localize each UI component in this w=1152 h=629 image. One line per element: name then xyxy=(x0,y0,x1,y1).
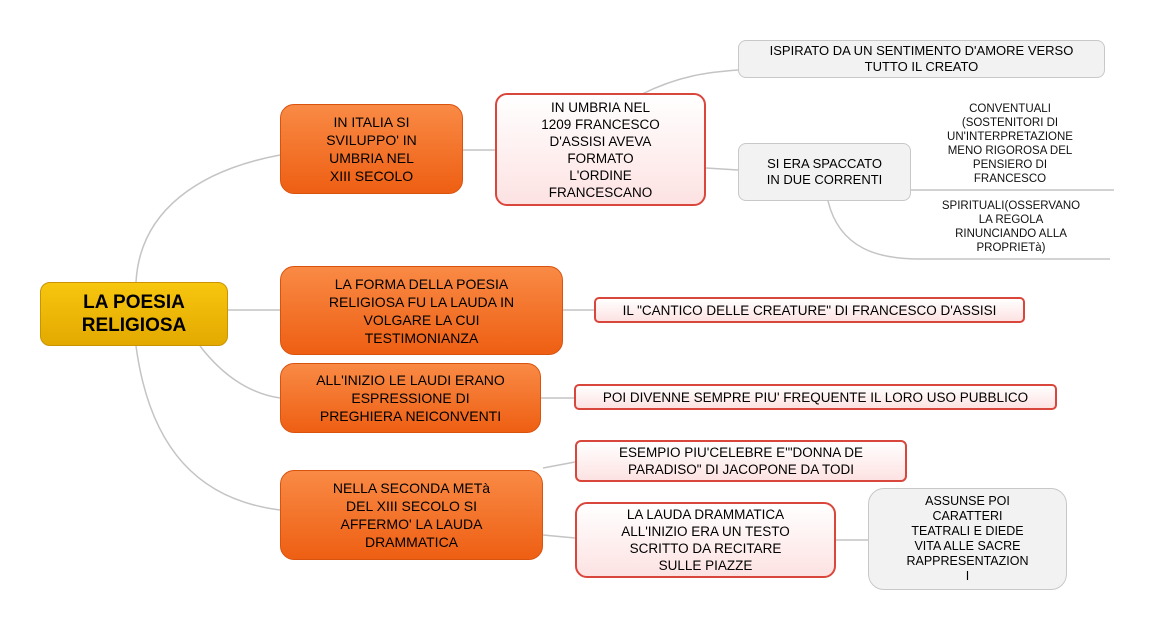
branch-3[interactable]: ALL'INIZIO LE LAUDI ERANO ESPRESSIONE DI PREGHIERA NEICONVENTI xyxy=(280,363,541,433)
link-root-branch-3 xyxy=(200,346,280,398)
link-root-branch-1 xyxy=(136,155,280,282)
branch-4-assunse[interactable]: ASSUNSE POI CARATTERI TEATRALI E DIEDE VITA ALLE SACRE RAPPRESENTAZION I xyxy=(868,488,1067,590)
branch-1-spirituali[interactable]: SPIRITUALI(OSSERVANO LA REGOLA RINUNCIANDO ALLA PROPRIETà) xyxy=(941,200,1081,254)
branch-3-uso-pubblico[interactable]: POI DIVENNE SEMPRE PIU' FREQUENTE IL LORO USO PUBBLICO xyxy=(574,384,1057,410)
link-umbria-spaccato xyxy=(706,168,738,170)
branch-2[interactable]: LA FORMA DELLA POESIA RELIGIOSA FU LA LAUDA IN VOLGARE LA CUI TESTIMONIANZA xyxy=(280,266,563,355)
branch-1-spaccato[interactable]: SI ERA SPACCATO IN DUE CORRENTI xyxy=(738,143,911,201)
branch-1[interactable]: IN ITALIA SI SVILUPPO' IN UMBRIA NEL XIII SECOLO xyxy=(280,104,463,194)
branch-2-cantico[interactable]: IL "CANTICO DELLE CREATURE" DI FRANCESCO D'ASSISI xyxy=(594,297,1025,323)
root-topic[interactable]: LA POESIA RELIGIOSA xyxy=(40,282,228,346)
branch-1-conventuali[interactable]: CONVENTUALI (SOSTENITORI DI UN'INTERPRETAZIONE MENO RIGOROSA DEL PENSIERO DI FRANCESCO xyxy=(947,103,1073,185)
link-branch-4-esempio xyxy=(543,462,575,468)
branch-4[interactable]: NELLA SECONDA METà DEL XIII SECOLO SI AFFERMO' LA LAUDA DRAMMATICA xyxy=(280,470,543,560)
branch-4-esempio[interactable]: ESEMPIO PIU'CELEBRE E'"DONNA DE PARADISO" DI JACOPONE DA TODI xyxy=(575,440,907,482)
link-root-branch-4 xyxy=(136,346,280,510)
link-branch-4-lauda xyxy=(543,535,575,538)
branch-1-ispirato[interactable]: ISPIRATO DA UN SENTIMENTO D'AMORE VERSO TUTTO IL CREATO xyxy=(738,40,1105,78)
link-umbria-ispirato xyxy=(640,70,738,95)
branch-4-lauda-drammatica[interactable]: LA LAUDA DRAMMATICA ALL'INIZIO ERA UN TESTO SCRITTO DA RECITARE SULLE PIAZZE xyxy=(575,502,836,578)
branch-1-umbria[interactable]: IN UMBRIA NEL 1209 FRANCESCO D'ASSISI AVEVA FORMATO L'ORDINE FRANCESCANO xyxy=(495,93,706,206)
